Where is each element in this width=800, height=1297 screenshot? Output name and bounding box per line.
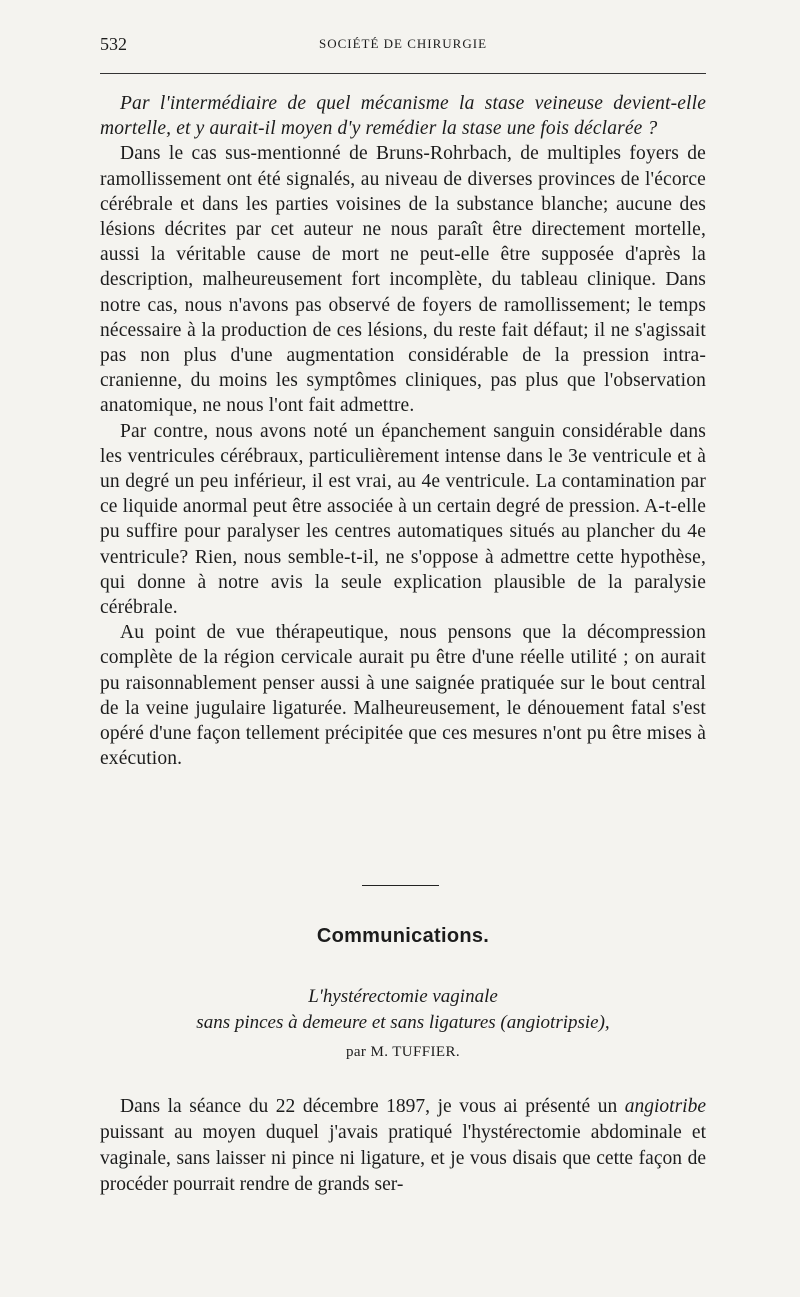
article-title-line-1: L'hystérectomie vaginale [308,986,498,1007]
article-text-italic: angiotribe [624,1096,706,1117]
article-paragraph [100,1094,706,1198]
article-text-part-1: Dans la séance du 22 décembre 1897, je vous ai présenté un [120,1096,625,1117]
article-title [100,984,706,1036]
article-body [100,1094,706,1198]
section-heading: Communications. [316,925,490,947]
page-header [100,34,706,58]
section-separator [362,885,439,886]
article-text-part-2: puissant au moyen duquel j'avais pratiqué l'hystérectomie abdominale et vaginale, sans laisser ni pince ni ligature, et je vous disais que cette façon de procéder pourrait rendre de grands ser- [100,1122,706,1195]
page-number: 532 [100,34,127,54]
article-title-line-2: sans pinces à demeure et sans ligatures (angiotripsie), [196,1012,610,1033]
paragraph-1: Dans le cas sus-mentionné de Bruns-Rohrbach, de multiples foyers de ramollissement ont été signalés, au niveau de diverses provinces de l'écorce cérébrale et dans les parties voisines de la substance blanche; aucune des lésions décrites par cet auteur ne nous paraît être directement mortelle, aussi la véritable cause de mort ne peut-elle être supposée d'après la description, malheureusement fort incomplète, du tableau clinique. Dans notre cas, nous n'avons pas observé de foyers de ramollissement; le temps nécessaire à la production de ces lésions, du reste fait défaut; il ne s'agissait pas non plus d'une augmentation considérable de la pression intra-cranienne, du moins les symptômes cliniques, pas plus que l'observation anatomique, ne nous l'ont fait admettre. [100,143,706,417]
body-text [100,91,706,771]
paragraph-3: Au point de vue thérapeutique, nous pensons que la décompression complète de la région cervicale aurait pu être d'une réelle utilité ; on aurait pu raisonnablement penser aussi à une saignée pratiquée sur le bout central de la veine jugulaire ligaturée. Malheureusement, le dénouement fatal s'est opéré d'une façon tellement précipitée que ces mesures n'ont pu être mises à exécution. [100,622,706,770]
running-head: SOCIÉTÉ DE CHIRURGIE [318,36,488,51]
article-author: par M. TUFFIER. [345,1044,461,1060]
header-rule [100,73,706,74]
paragraph-2: Par contre, nous avons noté un épanchement sanguin considérable dans les ventricules cérébraux, particulièrement intense dans le 3e ventricule et à un degré un peu inférieur, il est vrai, au 4e ventricule. La contamination par ce liquide anormal peut être associée à un certain degré de pression. A-t-elle pu suffire pour paralyser les centres automatiques situés au plancher du 4e ventricule? Rien, nous semble-t-il, ne s'oppose à admettre cette hypothèse, qui donne à notre avis la seule explication plausible de la paralysie cérébrale. [100,420,706,619]
question-paragraph: Par l'intermédiaire de quel mécanisme la stase veineuse devient-elle mortelle, et y aurait-il moyen d'y remédier la stase une fois déclarée ? [100,93,706,140]
